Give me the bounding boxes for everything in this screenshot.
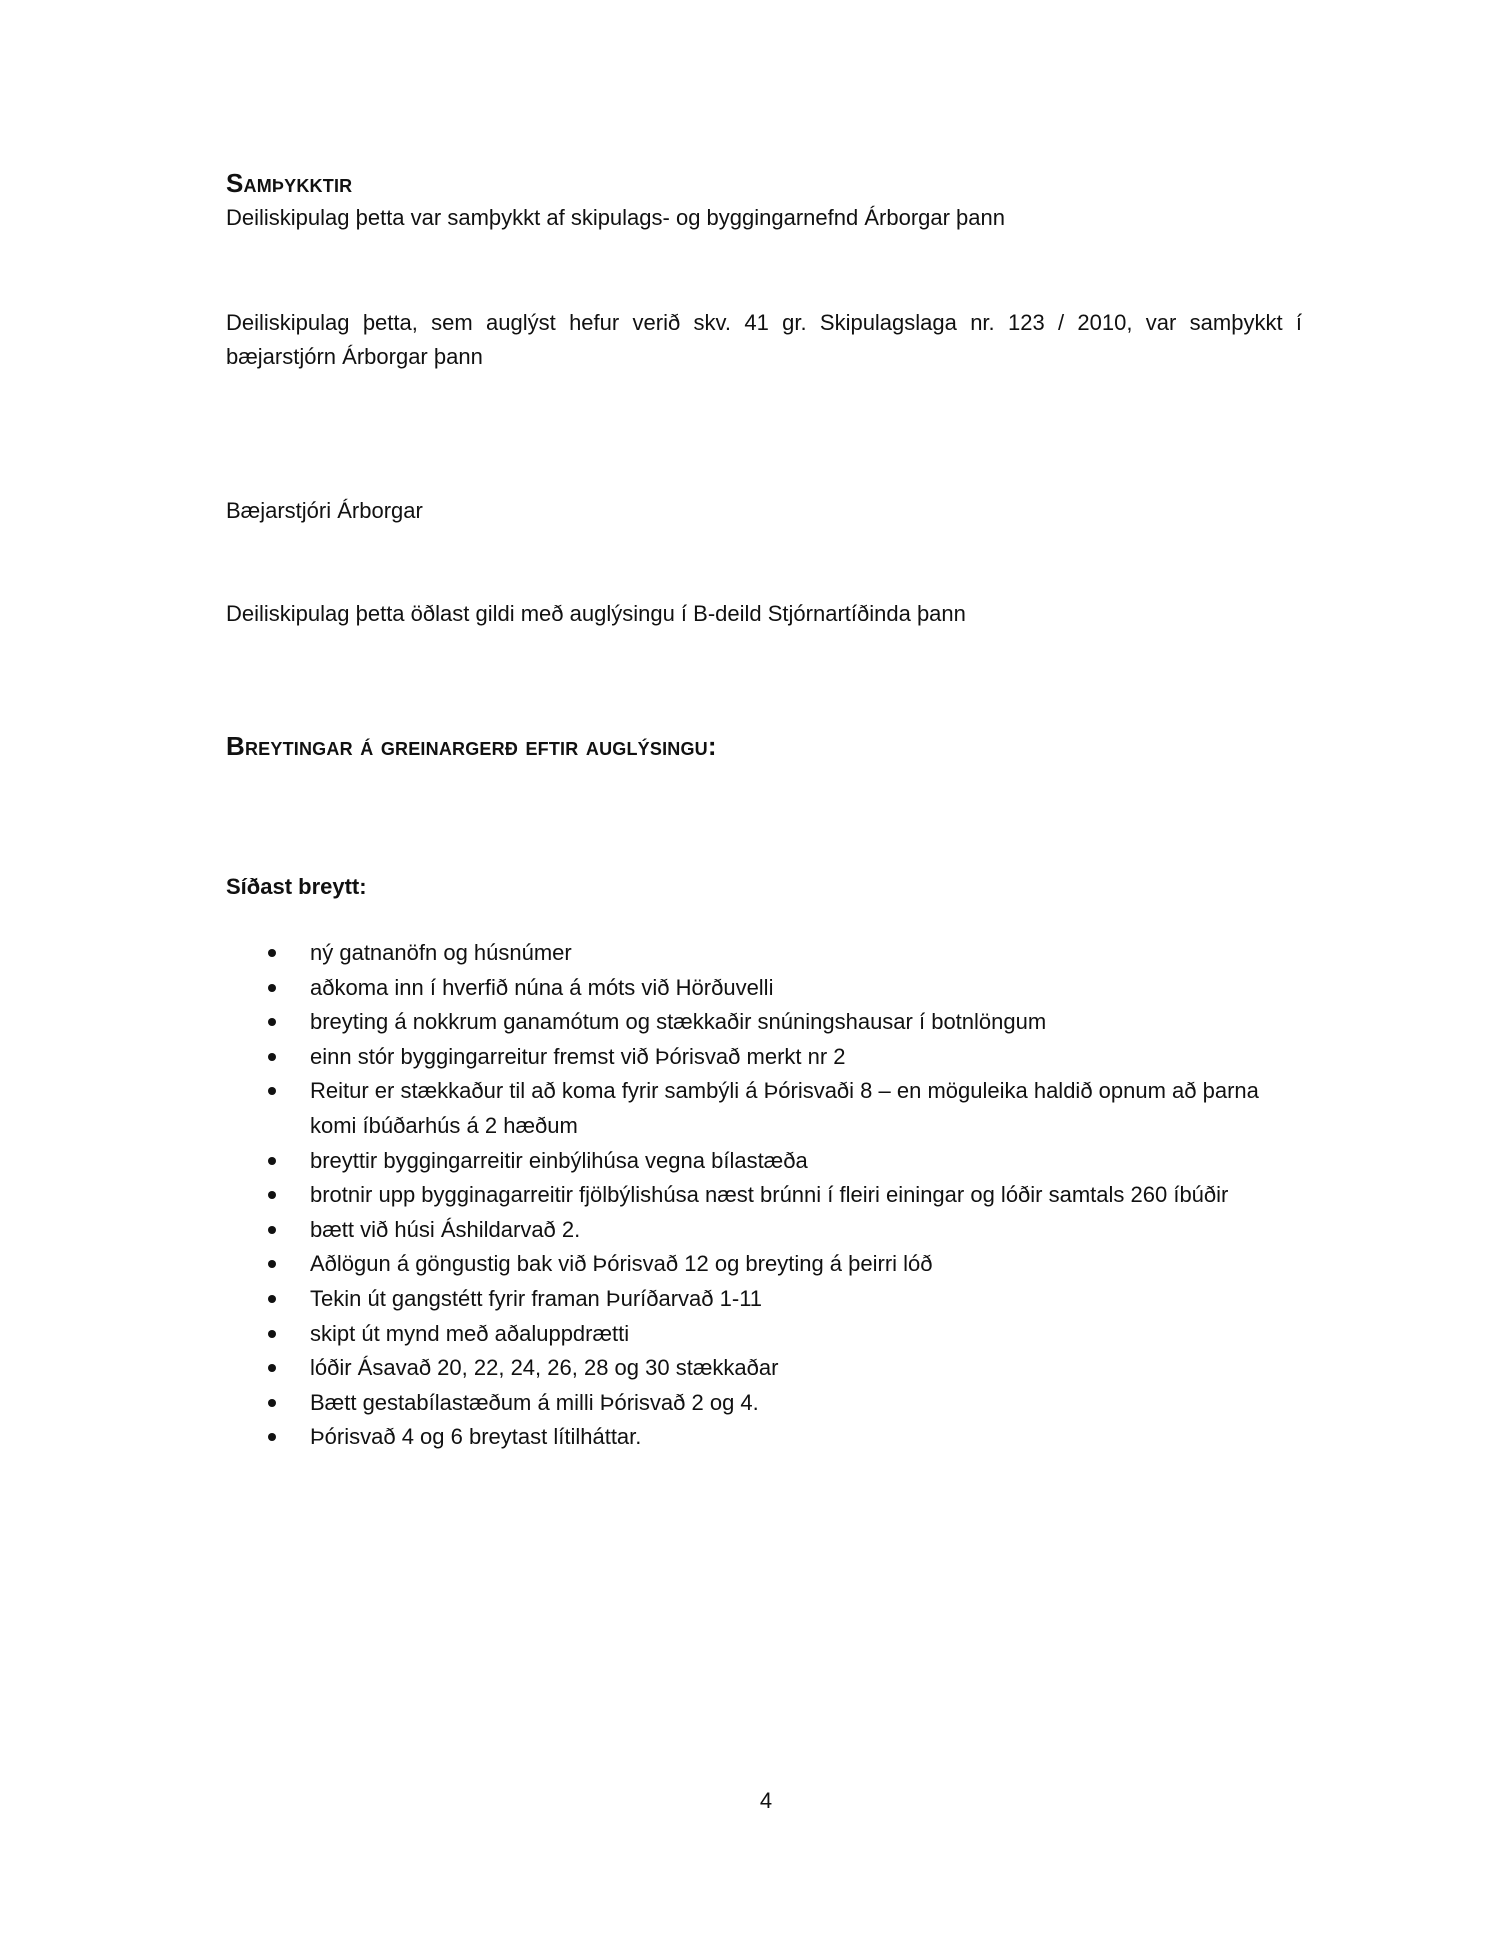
list-item-text: lóðir Ásavað 20, 22, 24, 26, 28 og 30 stækkaðar bbox=[310, 1355, 779, 1381]
list-item-text: ný gatnanöfn og húsnúmer bbox=[310, 940, 572, 965]
list-item-text: Bætt gestabílastæðum á milli Þórisvað 2 og 4. bbox=[310, 1389, 759, 1415]
list-item-text: breyttir byggingarreitir einbýlihúsa vegna bílastæða bbox=[310, 1147, 808, 1173]
list-item-text: breyting á nokkrum ganamótum og stækkaðir snúningshausar í botnlöngum bbox=[310, 1009, 1047, 1035]
list-item bbox=[226, 1386, 1302, 1421]
bullet-icon bbox=[268, 1191, 276, 1199]
bullet-icon bbox=[268, 1433, 276, 1441]
last-changed-label: Síðast breytt: bbox=[226, 874, 367, 899]
list-item-text: aðkoma inn í hverfið núna á móts við Hörðuvelli bbox=[310, 974, 774, 1000]
bullet-icon bbox=[268, 1157, 276, 1165]
list-item-text: einn stór byggingarreitur fremst við Þórisvað merkt nr 2 bbox=[310, 1043, 846, 1069]
bullet-icon bbox=[268, 1364, 276, 1372]
page-number: 4 bbox=[759, 1788, 773, 1813]
list-item-text: brotnir upp bygginagarreitir fjölbýlishúsa næst brúnni í fleiri einingar og lóðir samtals 260 íbúðir bbox=[310, 1182, 1229, 1208]
changes-list bbox=[226, 936, 1302, 1455]
mayor-signature-label: Bæjarstjóri Árborgar bbox=[226, 498, 423, 523]
list-item-text: Þórisvað 4 og 6 breytast lítilháttar. bbox=[310, 1424, 642, 1450]
list-item-text: skipt út mynd með aðaluppdrætti bbox=[310, 1320, 630, 1346]
list-item-text: Reitur er stækkaður til að koma fyrir sambýli á Þórisvaði 8 – en möguleika haldið opnum að þarna komi íbúðarhús á 2 hæðum bbox=[310, 1078, 1259, 1138]
validity-text: Deiliskipulag þetta öðlast gildi með auglýsingu í B-deild Stjórnartíðinda þann bbox=[226, 601, 966, 626]
bullet-icon bbox=[268, 984, 276, 992]
changes-heading: Breytingar á greinargerð eftir auglýsingu: bbox=[226, 731, 717, 761]
list-item bbox=[226, 1178, 1302, 1213]
bullet-icon bbox=[268, 1260, 276, 1268]
list-item bbox=[226, 1317, 1302, 1352]
bullet-icon bbox=[268, 1053, 276, 1061]
list-item bbox=[226, 1351, 1302, 1386]
list-item bbox=[226, 1213, 1302, 1248]
list-item bbox=[226, 1005, 1302, 1040]
list-item bbox=[226, 1282, 1302, 1317]
list-item bbox=[226, 1144, 1302, 1179]
bullet-icon bbox=[268, 1226, 276, 1234]
bullet-icon bbox=[268, 1399, 276, 1407]
list-item bbox=[226, 1420, 1302, 1455]
bullet-icon bbox=[268, 1018, 276, 1026]
bullet-icon bbox=[268, 1295, 276, 1303]
list-item bbox=[226, 1074, 1302, 1143]
list-item bbox=[226, 1040, 1302, 1075]
list-item bbox=[226, 971, 1302, 1006]
bullet-icon bbox=[268, 1330, 276, 1338]
approvals-heading: Samþykktir bbox=[226, 168, 353, 198]
bullet-icon bbox=[268, 1087, 276, 1095]
list-item bbox=[226, 1247, 1302, 1282]
list-item-text: bætt við húsi Áshildarvað 2. bbox=[310, 1216, 581, 1242]
list-item-text: Aðlögun á göngustig bak við Þórisvað 12 og breyting á þeirri lóð bbox=[310, 1251, 933, 1277]
list-item-text: Tekin út gangstétt fyrir framan Þuríðarvað 1-11 bbox=[310, 1285, 763, 1311]
bullet-icon bbox=[268, 949, 276, 957]
council-approval-text: Deiliskipulag þetta, sem auglýst hefur verið skv. 41 gr. Skipulagslaga nr. 123 / 2010, var samþykkt í bæjarstjórn Árborgar þann bbox=[226, 310, 1302, 369]
committee-approval-text: Deiliskipulag þetta var samþykkt af skipulags- og byggingarnefnd Árborgar þann bbox=[226, 205, 1005, 230]
list-item bbox=[226, 936, 1302, 971]
